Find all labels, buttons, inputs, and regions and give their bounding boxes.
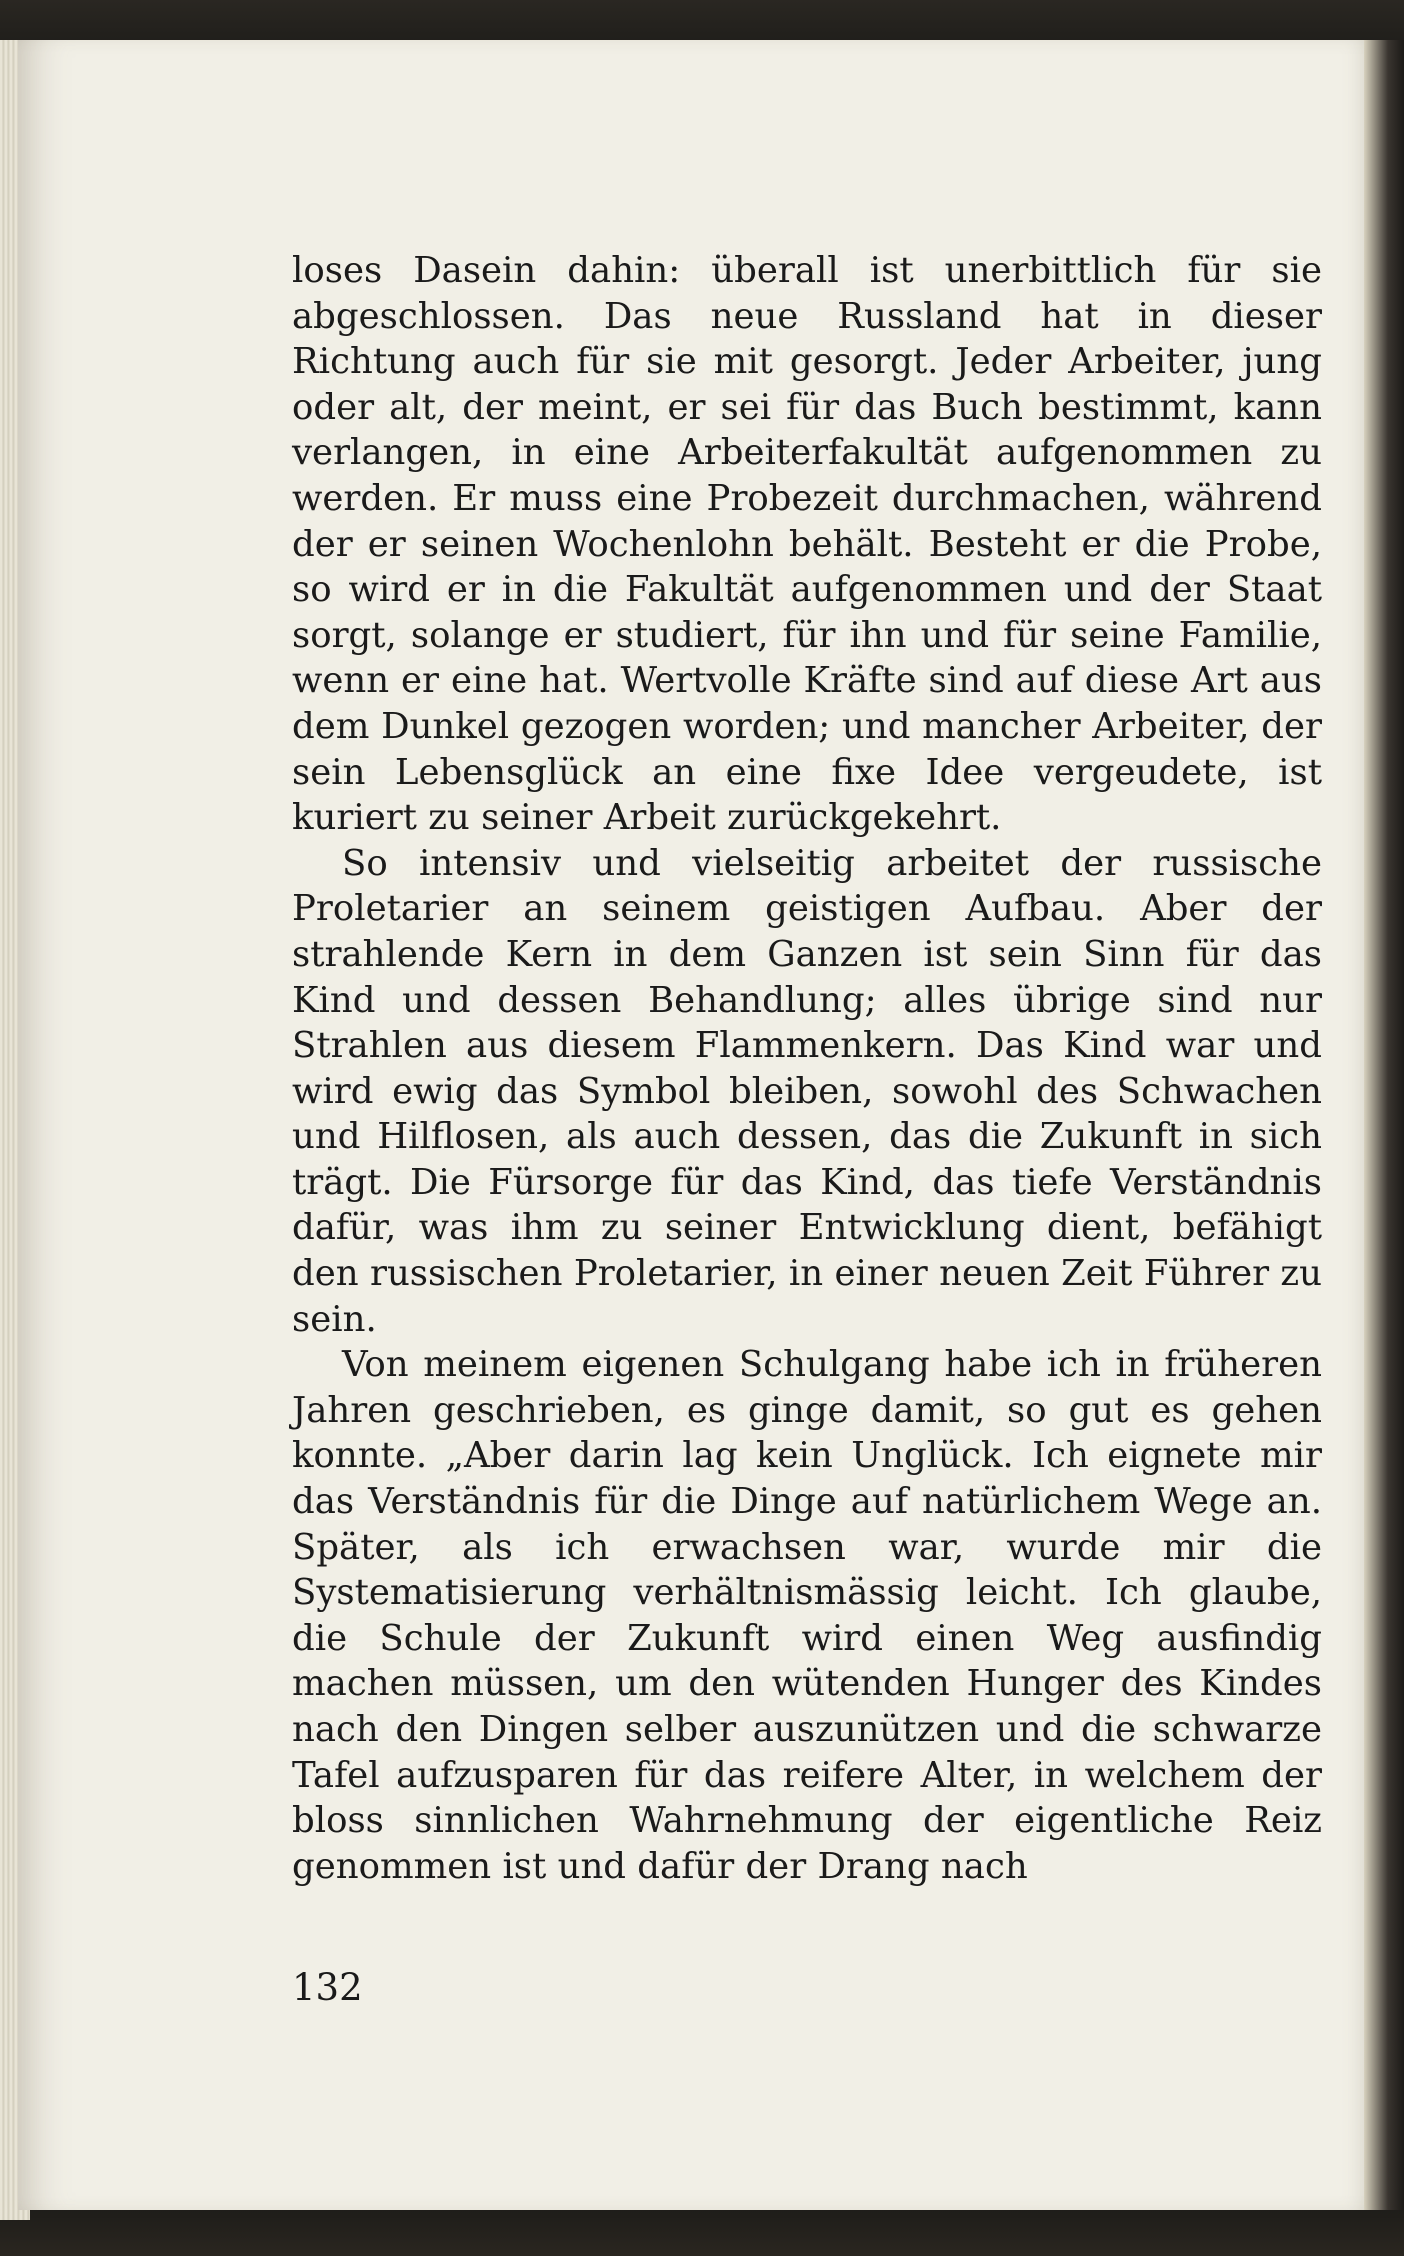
page-number: 132	[292, 1966, 363, 2009]
paragraph-3: Von meinem eigenen Schulgang habe ich in früheren Jahren geschrieben, es ginge damit, so gut es gehen konnte. „Aber darin lag kein Unglück. Ich eignete mir das Verständnis für die Dinge auf natürlichem Wege an. Später, als ich erwachsen war, wurde mir die Systematisierung verhältnismässig leicht. Ich glaube, die Schule der Zukunft wird einen Weg ausfindig machen müssen, um den wütenden Hunger des Kindes nach den Dingen selber auszunützen und die schwarze Tafel aufzusparen für das reifere Alter, in welchem der bloss sinnlichen Wahrnehmung der eigentliche Reiz genommen ist und dafür der Drang nach	[292, 1344, 1322, 1887]
paragraph-1: loses Dasein dahin: überall ist unerbittlich für sie abgeschlossen. Das neue Russland hat in dieser Richtung auch für sie mit gesorgt. Jeder Arbeiter, jung oder alt, der meint, er sei für das Buch bestimmt, kann verlangen, in eine Arbeiterfakultät aufgenommen zu werden. Er muss eine Probezeit durchmachen, während der er seinen Wochenlohn behält. Besteht er die Probe, so wird er in die Fakultät aufgenommen und der Staat sorgt, solange er studiert, für ihn und für seine Familie, wenn er eine hat. Wertvolle Kräfte sind auf diese Art aus dem Dunkel gezogen worden; und mancher Arbeiter, der sein Lebensglück an eine fixe Idee vergeudete, ist kuriert zu seiner Arbeit zurückgekehrt.	[292, 250, 1322, 839]
paragraph-2: So intensiv und vielseitig arbeitet der russische Proletarier an seinem geistigen Aufbau. Aber der strahlende Kern in dem Ganzen ist sein Sinn für das Kind und dessen Behandlung; alles übrige sind nur Strahlen aus diesem Flammenkern. Das Kind war und wird ewig das Symbol bleiben, sowohl des Schwachen und Hilflosen, als auch dessen, das die Zukunft in sich trägt. Die Fürsorge für das Kind, das tiefe Verständnis dafür, was ihm zu seiner Entwicklung dient, befähigt den russischen Proletarier, in einer neuen Zeit Führer zu sein.	[292, 842, 1322, 1340]
book-spine-edge	[1364, 40, 1404, 2210]
body-text	[292, 248, 1322, 1889]
